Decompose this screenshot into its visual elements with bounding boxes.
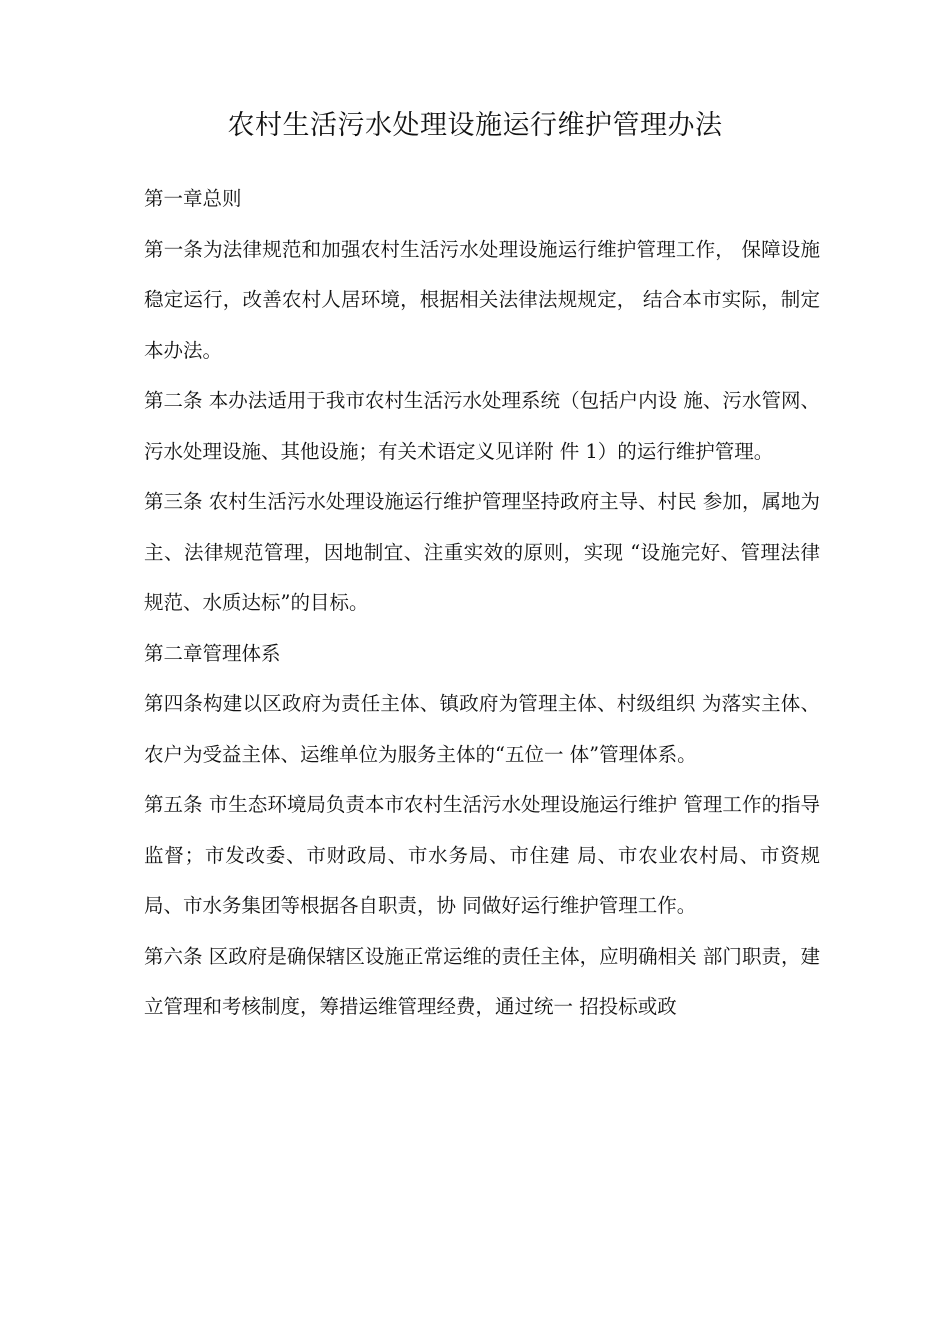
article-paragraph: 第三条 农村生活污水处理设施运行维护管理坚持政府主导、村民 参加，属地为主、法律规范管理，因地制宜、注重实效的原则，实现 “设施完好、管理法律规范、水质达标”的目标。	[144, 490, 820, 614]
document-body	[144, 174, 820, 1033]
chapter-heading: 第二章管理体系	[144, 641, 281, 665]
article-paragraph: 第一条为法律规范和加强农村生活污水处理设施运行维护管理工作， 保障设施稳定运行，改善农村人居环境，根据相关法律法规规定， 结合本市实际，制定本办法。	[144, 237, 820, 362]
chapter-heading: 第一章总则	[144, 187, 242, 210]
article-paragraph: 第五条 市生态环境局负责本市农村生活污水处理设施运行维护 管理工作的指导监督；市发改委、市财政局、市水务局、市住建 局、市农业农村局、市资规局、市水务集团等根据各自职责，协 同做好运行维护管理工作。	[144, 793, 820, 917]
article-paragraph: 第六条 区政府是确保辖区设施正常运维的责任主体，应明确相关 部门职责，建立管理和考核制度，筹措运维管理经费，通过统一 招投标或政	[144, 944, 820, 1018]
document-title: 农村生活污水处理设施运行维护管理办法	[227, 110, 723, 141]
article-paragraph: 第二条 本办法适用于我市农村生活污水处理系统（包括户内设 施、污水管网、污水处理设施、其他设施；有关术语定义见详附 件 1）的运行维护管理。	[144, 389, 820, 463]
article-paragraph: 第四条构建以区政府为责任主体、镇政府为管理主体、村级组织 为落实主体、农户为受益主体、运维单位为服务主体的“五位一 体”管理体系。	[144, 692, 820, 766]
